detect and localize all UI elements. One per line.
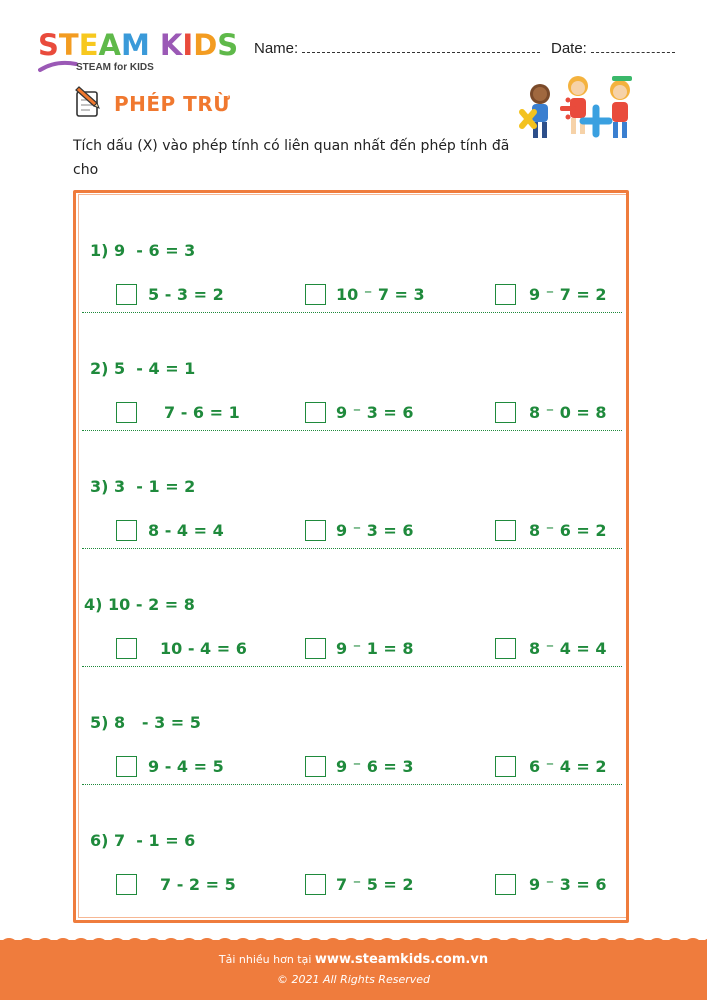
footer-copyright: © 2021 All Rights Reserved: [276, 973, 430, 986]
answer-checkbox[interactable]: [116, 402, 137, 423]
answer-checkbox[interactable]: [116, 874, 137, 895]
problem-question: 6) 7 - 1 = 6: [90, 831, 196, 850]
steam-kids-logo: [38, 30, 238, 76]
name-label: Name:: [254, 40, 299, 57]
answer-checkbox[interactable]: [495, 402, 516, 423]
logo-swoosh-icon: [38, 58, 78, 74]
problem-row: [76, 783, 626, 901]
answer-checkbox[interactable]: [116, 520, 137, 541]
problem-row: [76, 193, 626, 311]
answer-equation: 5 - 3 = 2: [148, 285, 224, 304]
logo-wordmark: [38, 30, 238, 60]
logo-letter: D: [193, 28, 218, 62]
answer-equation: 9 ⁻ 1 = 8: [336, 639, 414, 658]
answer-equation: 6 ⁻ 4 = 2: [529, 757, 607, 776]
problem-row: [76, 311, 626, 429]
logo-letter: S: [38, 28, 59, 62]
answer-checkbox[interactable]: [495, 756, 516, 777]
answer-checkbox[interactable]: [495, 520, 516, 541]
date-line[interactable]: [591, 42, 675, 53]
answer-equation: 8 - 4 = 4: [148, 521, 224, 540]
footer-bar: [0, 940, 707, 1000]
footer-website-link[interactable]: www.steamkids.com.vn: [314, 952, 489, 967]
logo-subtitle: STEAM for KIDS: [76, 62, 154, 73]
answer-equation: 10 ⁻ 7 = 3: [336, 285, 425, 304]
logo-letter: I: [182, 28, 194, 62]
instruction-text: Tích dấu (X) vào phép tính có liên quan nhất đến phép tính đã cho: [73, 138, 510, 178]
answer-equation: 7 ⁻ 5 = 2: [336, 875, 414, 894]
logo-letter: K: [159, 28, 183, 62]
logo-letter: [150, 28, 160, 62]
answer-equation: 8 ⁻ 6 = 2: [529, 521, 607, 540]
logo-letter: T: [58, 28, 79, 62]
problem-question: 5) 8 - 3 = 5: [90, 713, 201, 732]
answer-equation: 9 ⁻ 3 = 6: [529, 875, 607, 894]
answer-checkbox[interactable]: [305, 284, 326, 305]
pencil-paper-icon: [72, 86, 106, 120]
answer-checkbox[interactable]: [116, 638, 137, 659]
name-line[interactable]: [302, 42, 540, 53]
answer-checkbox[interactable]: [305, 638, 326, 659]
answer-equation: 8 ⁻ 0 = 8: [529, 403, 607, 422]
footer-download-line: [0, 952, 707, 967]
title-block: [72, 86, 231, 122]
problem-question: 2) 5 - 4 = 1: [90, 359, 196, 378]
answer-equation: 7 - 2 = 5: [160, 875, 236, 894]
logo-letter: A: [98, 28, 121, 62]
answer-equation: 9 - 4 = 5: [148, 757, 224, 776]
answer-checkbox[interactable]: [495, 638, 516, 659]
answer-checkbox[interactable]: [116, 284, 137, 305]
answer-equation: 7 - 6 = 1: [164, 403, 240, 422]
answer-checkbox[interactable]: [305, 520, 326, 541]
problem-row: [76, 665, 626, 783]
answer-equation: 9 ⁻ 3 = 6: [336, 403, 414, 422]
answer-equation: 9 ⁻ 7 = 2: [529, 285, 607, 304]
problem-question: 1) 9 - 6 = 3: [90, 241, 196, 260]
answer-checkbox[interactable]: [305, 756, 326, 777]
worksheet-title: PHÉP TRỪ: [114, 92, 231, 116]
answer-equation: 9 ⁻ 6 = 3: [336, 757, 414, 776]
kids-math-illustration: [516, 72, 644, 154]
answer-equation: 8 ⁻ 4 = 4: [529, 639, 607, 658]
logo-letter: S: [217, 28, 239, 62]
answer-checkbox[interactable]: [495, 874, 516, 895]
date-label: Date:: [551, 40, 587, 57]
problem-question: 3) 3 - 1 = 2: [90, 477, 196, 496]
worksheet-frame: [73, 190, 629, 923]
problem-row: [76, 547, 626, 665]
logo-letter: E: [78, 28, 99, 62]
problem-question: 4) 10 - 2 = 8: [84, 595, 195, 614]
answer-equation: 10 - 4 = 6: [160, 639, 247, 658]
footer-download-text: Tải nhiều hơn tại: [218, 953, 312, 966]
date-field[interactable]: [551, 40, 675, 57]
logo-letter: M: [120, 28, 150, 62]
answer-checkbox[interactable]: [116, 756, 137, 777]
problem-row: [76, 429, 626, 547]
answer-equation: 9 ⁻ 3 = 6: [336, 521, 414, 540]
answer-checkbox[interactable]: [305, 402, 326, 423]
answer-checkbox[interactable]: [495, 284, 516, 305]
answer-checkbox[interactable]: [305, 874, 326, 895]
name-field[interactable]: [254, 40, 540, 57]
